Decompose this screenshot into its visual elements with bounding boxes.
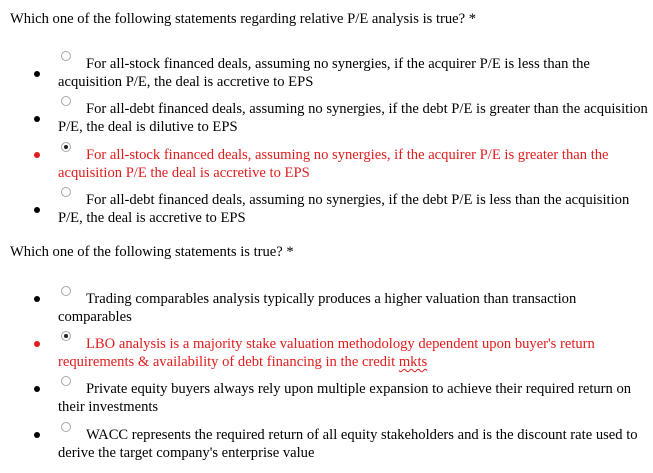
option-label: Private equity buyers always rely upon multiple expansion to achieve their required return on their investments bbox=[58, 381, 632, 415]
spellcheck-marked-word: mkts bbox=[398, 354, 428, 370]
bullet-icon bbox=[34, 341, 40, 347]
bullet-icon bbox=[34, 207, 40, 213]
option-label: WACC represents the required return of all equity stakeholders and is the discount rate used to derive the target company's enterprise value bbox=[58, 427, 638, 461]
bullet-icon bbox=[34, 152, 40, 158]
option-label-text: LBO analysis is a majority stake valuation methodology dependent upon buyer's return requirements & availability of debt financing in the credit bbox=[58, 336, 595, 370]
question-1-title: Which one of the following statements regarding relative P/E analysis is true? * bbox=[10, 11, 477, 27]
option-label: For all-debt financed deals, assuming no synergies, if the debt P/E is less than the acquisition P/E, the deal is accretive to EPS bbox=[58, 192, 630, 226]
option-label: For all-stock financed deals, assuming no synergies, if the acquirer P/E is less than the acquisition P/E, the deal is accretive to EPS bbox=[58, 56, 590, 90]
bullet-icon bbox=[34, 386, 40, 392]
question-2-title: Which one of the following statements is true? * bbox=[10, 244, 294, 260]
option-label: Trading comparables analysis typically produces a higher valuation than transaction comparables bbox=[58, 291, 577, 325]
bullet-icon bbox=[34, 71, 40, 77]
option-label: For all-debt financed deals, assuming no synergies, if the debt P/E is greater than the acquisition P/E, the deal is dilutive to EPS bbox=[58, 101, 648, 135]
bullet-icon bbox=[34, 296, 40, 302]
bullet-icon bbox=[34, 432, 40, 438]
bullet-icon bbox=[34, 116, 40, 122]
option-label: For all-stock financed deals, assuming no synergies, if the acquirer P/E is greater than the acquisition P/E the deal is accretive to EPS bbox=[58, 147, 609, 181]
option-label bbox=[58, 335, 648, 371]
